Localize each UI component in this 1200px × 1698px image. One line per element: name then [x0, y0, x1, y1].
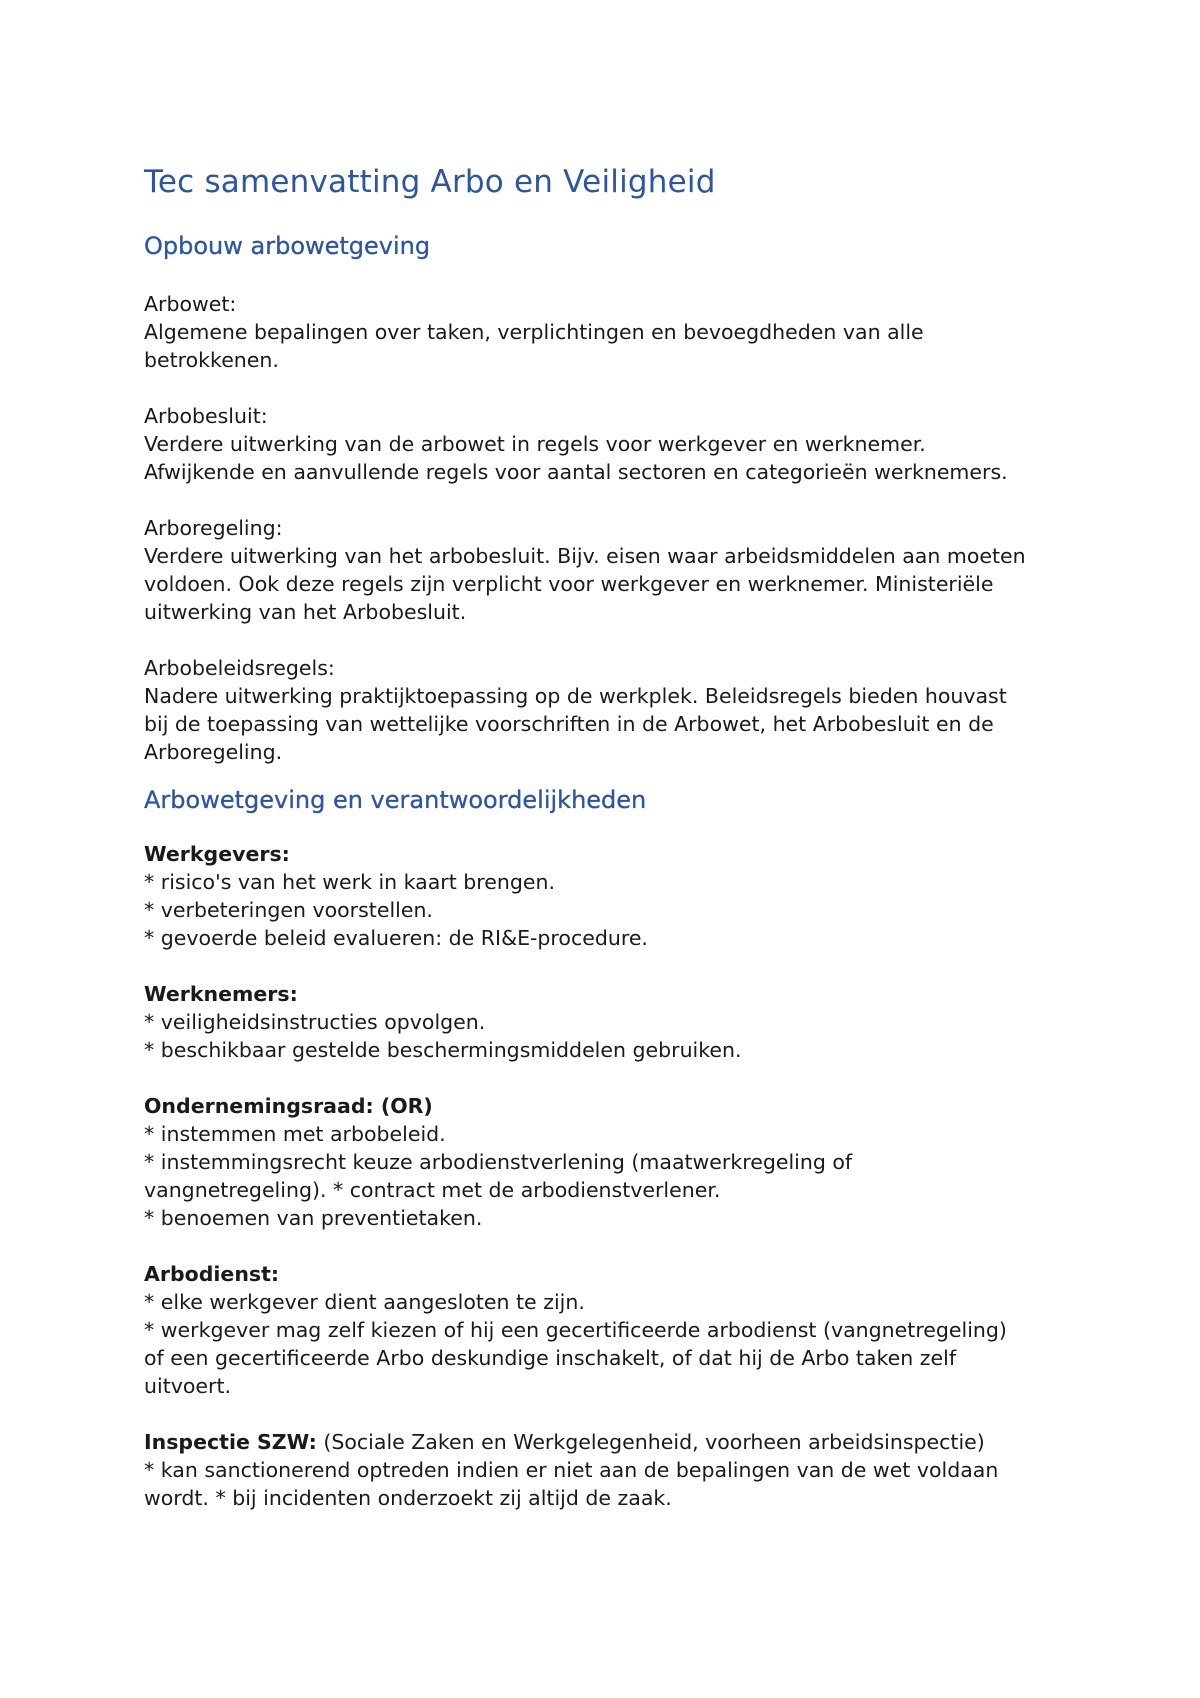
bullet-line: of een gecertificeerde Arbo deskundige inschakelt, of dat hij de Arbo taken zelf: [144, 1346, 957, 1370]
paragraph-line: betrokkenen.: [144, 348, 279, 372]
bullet-line: * veiligheidsinstructies opvolgen.: [144, 1010, 486, 1034]
paragraph-inspectie-szw: [144, 1428, 1074, 1512]
paragraph-line: Verdere uitwerking van de arbowet in regels voor werkgever en werknemer.: [144, 432, 926, 456]
paragraph-arbobeleidsregels: [144, 654, 1074, 766]
document-page: [144, 160, 1074, 1512]
bullet-line: * instemmen met arbobeleid.: [144, 1122, 446, 1146]
paragraph-arbodienst: [144, 1260, 1074, 1400]
paragraph-line: Nadere uitwerking praktijktoepassing op de werkplek. Beleidsregels bieden houvast: [144, 684, 1007, 708]
section-heading-verantwoordelijkheden: Arbowetgeving en verantwoordelijkheden: [144, 786, 647, 814]
paragraph-line: Afwijkende en aanvullende regels voor aantal sectoren en categorieën werknemers.: [144, 460, 1008, 484]
bullet-line: * risico's van het werk in kaart brengen.: [144, 870, 556, 894]
paragraph-label: Arbobesluit:: [144, 404, 268, 428]
paragraph-line: Arboregeling.: [144, 740, 283, 764]
bullet-line: * kan sanctionerend optreden indien er niet aan de bepalingen van de wet voldaan: [144, 1458, 999, 1482]
bullet-line: vangnetregeling). * contract met de arbodienstverlener.: [144, 1178, 721, 1202]
paragraph-arbowet: [144, 290, 1074, 374]
paragraph-arbobesluit: [144, 402, 1074, 486]
bullet-line: * instemmingsrecht keuze arbodienstverlening (maatwerkregeling of: [144, 1150, 853, 1174]
paragraph-ondernemingsraad: [144, 1092, 1074, 1232]
section-heading-opbouw: Opbouw arbowetgeving: [144, 232, 431, 260]
bullet-line: * beschikbaar gestelde beschermingsmiddelen gebruiken.: [144, 1038, 742, 1062]
paragraph-label: Arbodienst:: [144, 1262, 280, 1286]
paragraph-label: Arbowet:: [144, 292, 237, 316]
bullet-line: wordt. * bij incidenten onderzoekt zij altijd de zaak.: [144, 1486, 672, 1510]
paragraph-line: Verdere uitwerking van het arbobesluit. Bijv. eisen waar arbeidsmiddelen aan moeten: [144, 544, 1026, 568]
paragraph-label: Arboregeling:: [144, 516, 283, 540]
bullet-line: uitvoert.: [144, 1374, 231, 1398]
bullet-line: * benoemen van preventietaken.: [144, 1206, 483, 1230]
document-title: Tec samenvatting Arbo en Veiligheid: [144, 164, 716, 200]
paragraph-label: Werknemers:: [144, 982, 298, 1006]
paragraph-line: bij de toepassing van wettelijke voorschriften in de Arbowet, het Arbobesluit en de: [144, 712, 994, 736]
paragraph-label: Werkgevers:: [144, 842, 290, 866]
bullet-line: * elke werkgever dient aangesloten te zijn.: [144, 1290, 585, 1314]
paragraph-line: voldoen. Ook deze regels zijn verplicht voor werkgever en werknemer. Ministeriële: [144, 572, 994, 596]
bullet-line: * gevoerde beleid evalueren: de RI&E-procedure.: [144, 926, 648, 950]
paragraph-werkgevers: [144, 840, 1074, 952]
bullet-line: * verbeteringen voorstellen.: [144, 898, 433, 922]
paragraph-label: Arbobeleidsregels:: [144, 656, 335, 680]
paragraph-label: Inspectie SZW:: [144, 1430, 317, 1454]
bullet-line: * werkgever mag zelf kiezen of hij een gecertificeerde arbodienst (vangnetregeling): [144, 1318, 1007, 1342]
paragraph-line: Algemene bepalingen over taken, verplichtingen en bevoegdheden van alle: [144, 320, 924, 344]
paragraph-arboregeling: [144, 514, 1074, 626]
paragraph-label: Ondernemingsraad: (OR): [144, 1094, 433, 1118]
paragraph-label-suffix: (Sociale Zaken en Werkgelegenheid, voorheen arbeidsinspectie): [316, 1430, 985, 1454]
paragraph-werknemers: [144, 980, 1074, 1064]
paragraph-line: uitwerking van het Arbobesluit.: [144, 600, 467, 624]
